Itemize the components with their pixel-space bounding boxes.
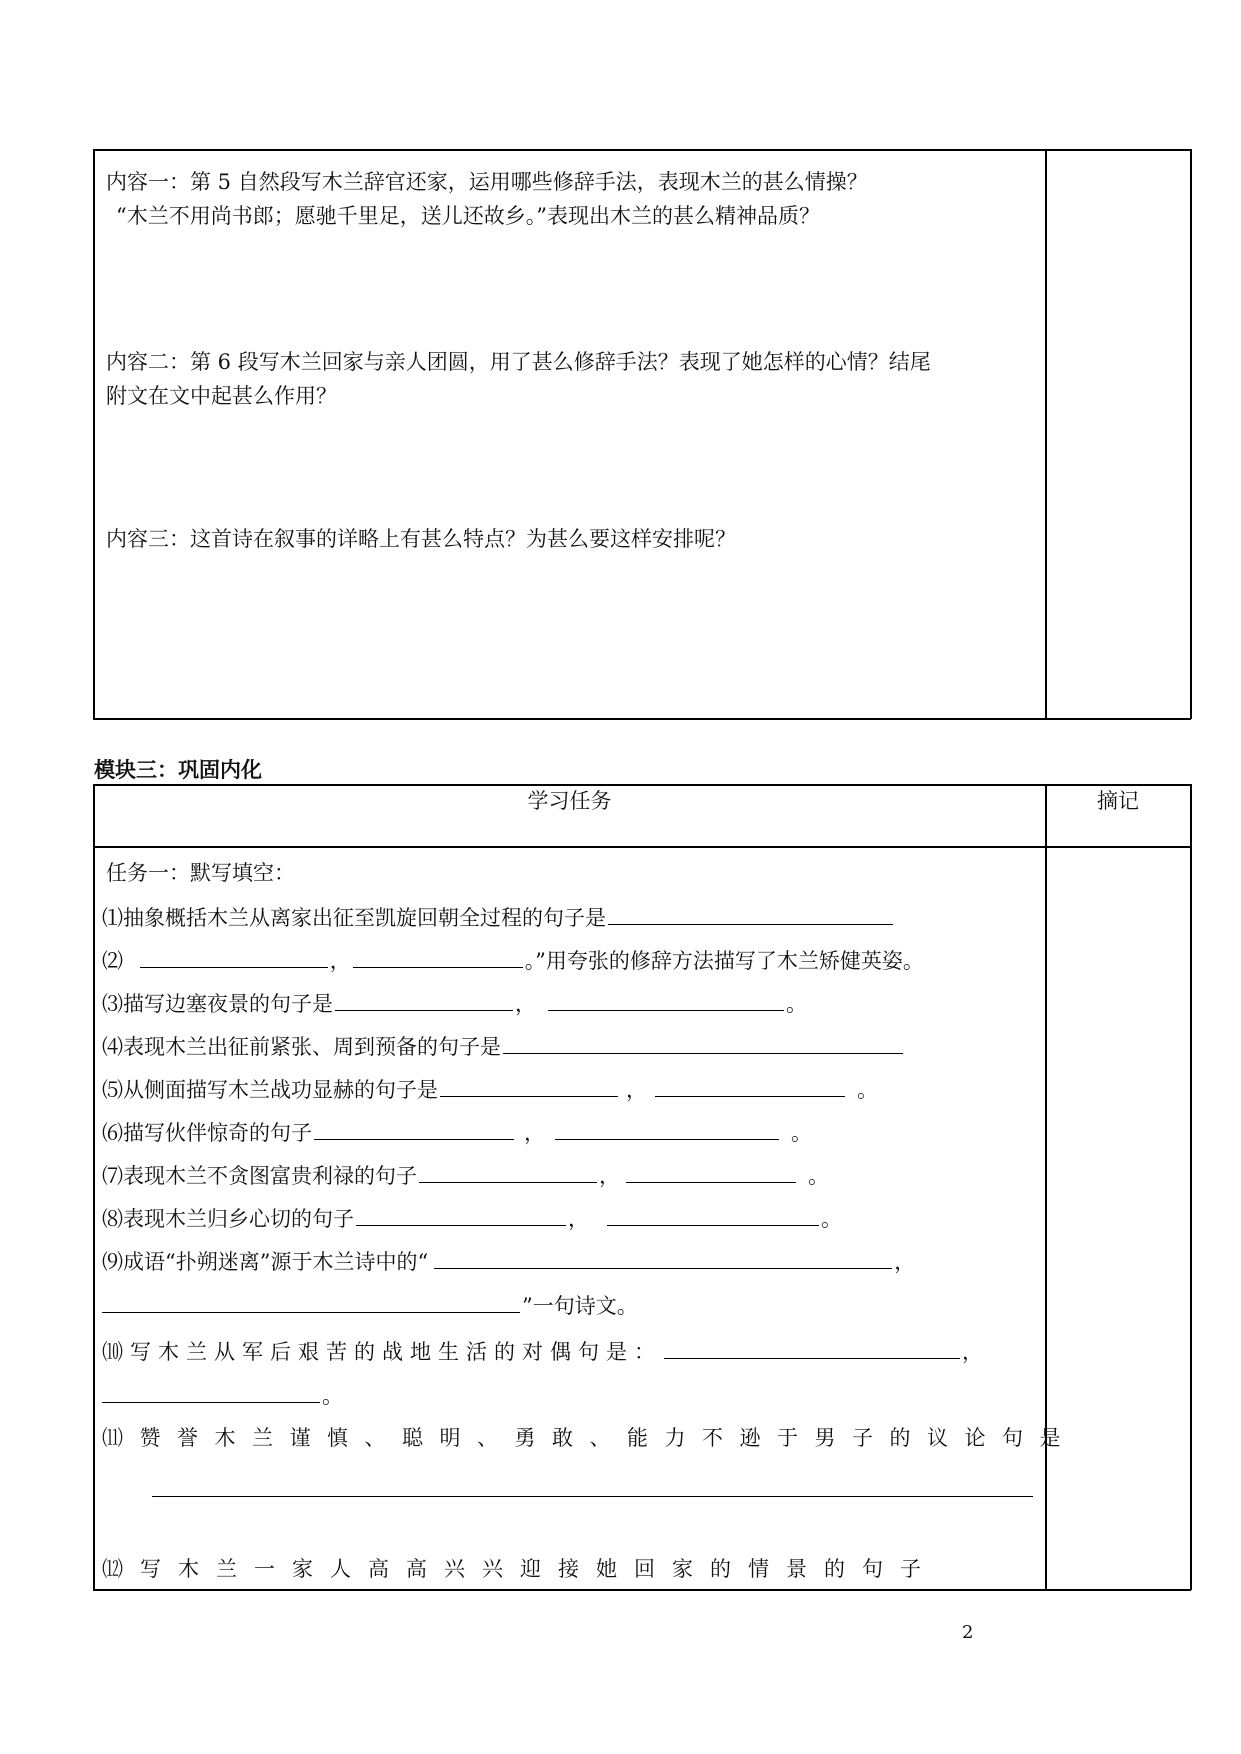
question-11	[102, 1423, 1077, 1453]
answer-blank-10b[interactable]	[102, 1380, 320, 1403]
question-9-text: ⑼成语“扑朔迷离”源于木兰诗中的“	[102, 1250, 429, 1274]
question-10-end: 。	[322, 1384, 343, 1408]
question-3	[102, 988, 807, 1019]
question-8-comma: ，	[568, 1207, 589, 1231]
table2-border-bottom	[93, 1589, 1191, 1591]
question-9-continued	[102, 1290, 638, 1321]
answer-blank-2a[interactable]	[140, 945, 328, 968]
table2-header-divider	[93, 846, 1191, 848]
question-8-end: 。	[821, 1207, 842, 1231]
question-12	[102, 1554, 938, 1584]
question-9-comma: ，	[894, 1250, 916, 1274]
answer-blank-3b[interactable]	[548, 988, 784, 1011]
question-9-end: ”一句诗文。	[522, 1294, 638, 1318]
answer-blank-3a[interactable]	[335, 988, 513, 1011]
table1-border-right	[1190, 149, 1192, 719]
task-title: 任务一：默写填空：	[106, 861, 295, 885]
section1-item1-line1: 内容一：第 5 自然段写木兰辞官还家，运用哪些修辞手法，表现木兰的甚么情操？	[106, 170, 868, 194]
table1-border-left	[93, 149, 95, 719]
question-1-text: ⑴抽象概括木兰从离家出征至凯旋回朝全过程的句子是	[102, 906, 606, 930]
question-11-text: ⑾赞誉木兰谨慎、聪明、勇敢、能力不逊于男子的议论句是	[102, 1426, 1077, 1450]
question-3-text: ⑶描写边塞夜景的句子是	[102, 992, 333, 1016]
section1-item2-line2: 附文在文中起甚么作用？	[106, 384, 337, 408]
module3-title: 模块三：巩固内化	[94, 758, 262, 782]
question-2-suffix: 。”用夸张的修辞方法描写了木兰矫健英姿。	[524, 949, 924, 973]
question-10-text: ⑽写木兰从军后艰苦的战地生活的对偶句是：	[102, 1340, 662, 1364]
question-9	[102, 1246, 915, 1277]
question-6	[102, 1117, 812, 1148]
question-1	[102, 902, 895, 933]
question-5-comma: ，	[626, 1078, 647, 1102]
question-8-text: ⑻表现木兰归乡心切的句子	[102, 1207, 354, 1231]
answer-blank-8b[interactable]	[607, 1203, 819, 1226]
table2-border-right	[1190, 784, 1192, 1590]
question-7-end: 。	[808, 1164, 829, 1188]
answer-blank-9a[interactable]	[434, 1246, 892, 1269]
table1-divider	[1045, 149, 1047, 719]
answer-blank-8a[interactable]	[356, 1203, 566, 1226]
question-2	[102, 945, 924, 976]
question-3-comma: ，	[515, 992, 536, 1016]
question-5-text: ⑸从侧面描写木兰战功显赫的句子是	[102, 1078, 438, 1102]
table2-border-left	[93, 784, 95, 1590]
question-7	[102, 1160, 829, 1191]
answer-blank-10a[interactable]	[664, 1336, 960, 1359]
question-10-comma: ，	[962, 1340, 983, 1364]
answer-blank-7b[interactable]	[626, 1160, 796, 1183]
answer-blank-5a[interactable]	[440, 1074, 618, 1097]
question-2-comma: ，	[329, 949, 351, 973]
question-6-text: ⑹描写伙伴惊奇的句子	[102, 1121, 312, 1145]
question-4-text: ⑷表现木兰出征前紧张、周到预备的句子是	[102, 1035, 501, 1059]
question-12-text: ⑿写木兰一家人高高兴兴迎接她回家的情景的句子	[102, 1557, 938, 1581]
answer-blank-5b[interactable]	[655, 1074, 845, 1097]
answer-blank-2b[interactable]	[353, 945, 523, 968]
question-10-continued	[102, 1380, 343, 1411]
question-2-prefix: ⑵	[102, 949, 123, 973]
answer-blank-11[interactable]	[152, 1474, 1033, 1497]
question-5	[102, 1074, 878, 1105]
question-3-end: 。	[786, 992, 807, 1016]
table2-divider	[1045, 784, 1047, 1590]
question-10	[102, 1336, 983, 1367]
answer-blank-9b[interactable]	[102, 1290, 520, 1313]
question-4	[102, 1031, 905, 1062]
question-8	[102, 1203, 842, 1234]
answer-blank-6a[interactable]	[314, 1117, 514, 1140]
question-5-end: 。	[857, 1078, 878, 1102]
section1-item2-line1: 内容二：第 6 段写木兰回家与亲人团圆，用了甚么修辞手法？表现了她怎样的心情？结尾	[106, 350, 931, 374]
answer-blank-6b[interactable]	[555, 1117, 779, 1140]
section1-item3-line1: 内容三：这首诗在叙事的详略上有甚么特点？为甚么要这样安排呢？	[106, 527, 736, 551]
table1-border-top	[93, 149, 1191, 151]
page-number: 2	[962, 1622, 974, 1643]
section1-item1-line2: “木兰不用尚书郎；愿驰千里足，送儿还故乡。”表现出木兰的甚么精神品质？	[116, 204, 820, 228]
column-header-notes: 摘记	[1097, 789, 1139, 813]
column-header-task: 学习任务	[527, 789, 612, 813]
answer-blank-4[interactable]	[503, 1031, 903, 1054]
answer-blank-7a[interactable]	[419, 1160, 597, 1183]
question-6-end: 。	[791, 1121, 812, 1145]
question-7-comma: ，	[599, 1164, 620, 1188]
table1-border-bottom	[93, 718, 1191, 720]
question-7-text: ⑺表现木兰不贪图富贵利禄的句子	[102, 1164, 417, 1188]
answer-blank-1[interactable]	[608, 902, 893, 925]
question-6-comma: ，	[524, 1121, 545, 1145]
